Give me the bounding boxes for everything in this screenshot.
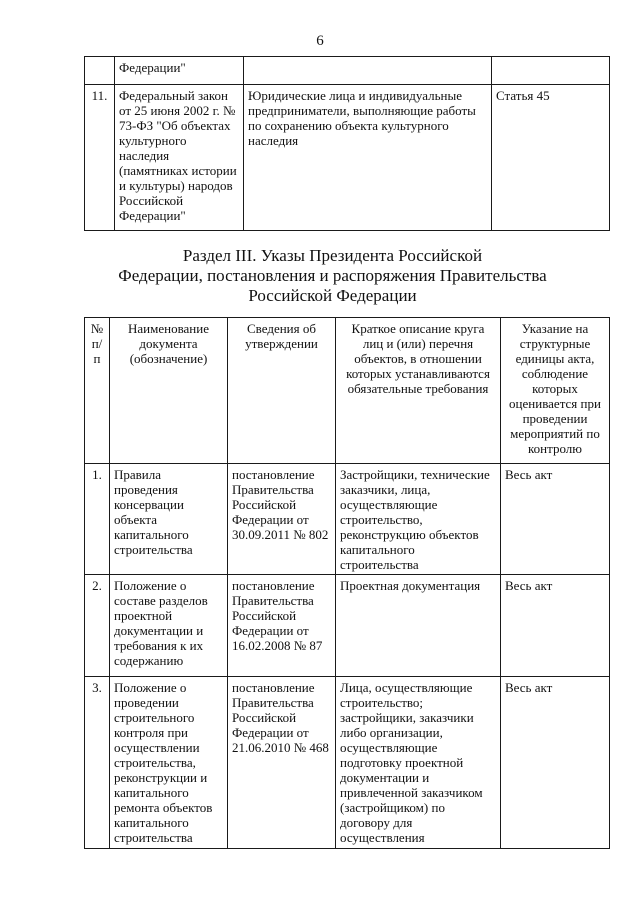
table-cell-units: Весь акт xyxy=(501,677,610,849)
table-cell-approval: постановление Правительства Российской Федерации от 16.02.2008 № 87 xyxy=(228,575,336,677)
table-cell-ref: Статья 45 xyxy=(492,85,610,231)
table-cell-num: 1. xyxy=(85,464,110,575)
table-row-11 xyxy=(85,85,610,231)
section-title xyxy=(80,246,585,306)
table-row xyxy=(85,677,610,849)
table-cell-doc: Федеральный закон от 25 июня 2002 г. № 73-ФЗ "Об объектах культурного наследия (памятниках истории и культуры) народов Российской Федерации" xyxy=(115,85,244,231)
table-cell-approval: постановление Правительства Российской Федерации от 21.06.2010 № 468 xyxy=(228,677,336,849)
main-table xyxy=(84,317,610,849)
table-cell-scope: Проектная документация xyxy=(336,575,501,677)
table-cell-num: 2. xyxy=(85,575,110,677)
table-cell-units: Весь акт xyxy=(501,575,610,677)
table-cell-name: Правила проведения консервации объекта капитального строительства xyxy=(110,464,228,575)
top-table-continuation xyxy=(84,56,610,231)
table-cell-scope: Юридические лица и индивидуальные предприниматели, выполняющие работы по сохранению объекта культурного наследия xyxy=(244,85,492,231)
header-num: № п/п xyxy=(85,318,110,464)
table-cell-scope: Лица, осуществляющие строительство; застройщики, заказчики либо организации, осуществляющие подготовку проектной документации и привлеченной заказчиком (застройщиком) по договору для осуществления xyxy=(336,677,501,849)
table-cell-units: Весь акт xyxy=(501,464,610,575)
section-title-line-1: Раздел III. Указы Президента Российской xyxy=(182,246,483,265)
table-header-row xyxy=(85,318,610,464)
table-row-continuation xyxy=(85,57,610,85)
section-title-line-2: Федерации, постановления и распоряжения Правительства xyxy=(118,266,547,285)
table-cell-scope xyxy=(244,57,492,85)
table-cell-ref xyxy=(492,57,610,85)
table-row xyxy=(85,464,610,575)
page-number: 6 xyxy=(316,33,324,49)
header-units: Указание на структурные единицы акта, соблюдение которых оценивается при проведении мероприятий по контролю xyxy=(501,318,610,464)
header-name: Наименование документа (обозначение) xyxy=(110,318,228,464)
table-cell-doc: Федерации" xyxy=(115,57,244,85)
section-title-line-3: Российской Федерации xyxy=(248,286,417,305)
table-cell-num: 3. xyxy=(85,677,110,849)
table-row xyxy=(85,575,610,677)
header-scope: Краткое описание круга лиц и (или) перечня объектов, в отношении которых устанавливаются обязательные требования xyxy=(336,318,501,464)
header-approval: Сведения об утверждении xyxy=(228,318,336,464)
table-cell-name: Положение о составе разделов проектной документации и требования к их содержанию xyxy=(110,575,228,677)
table-cell-num xyxy=(85,57,115,85)
table-cell-scope: Застройщики, технические заказчики, лица, осуществляющие строительство, реконструкцию объектов капитального строительства xyxy=(336,464,501,575)
table-cell-approval: постановление Правительства Российской Федерации от 30.09.2011 № 802 xyxy=(228,464,336,575)
table-cell-name: Положение о проведении строительного контроля при осуществлении строительства, реконструкции и капитального ремонта объектов капитального строительства xyxy=(110,677,228,849)
table-cell-num: 11. xyxy=(85,85,115,231)
